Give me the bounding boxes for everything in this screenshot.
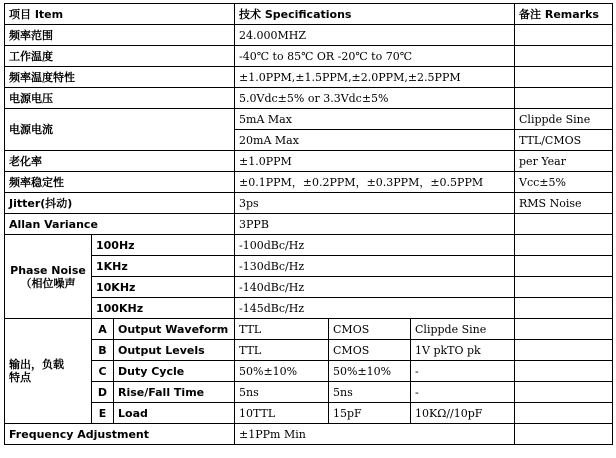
row-value-allan-variance: 3PPB [235,214,515,235]
output-load-label-line1: 输出，负载 [9,358,64,371]
table-row [5,256,613,277]
row-remark-empty [515,277,613,298]
header-item: 项目 Item [5,4,235,25]
output-code: B [92,340,114,361]
phase-noise-value: -100dBc/Hz [235,235,515,256]
output-cmos-value: 15pF [329,403,411,424]
output-param-name: Load [114,403,235,424]
output-code: A [92,319,114,340]
output-cmos-value: CMOS [329,319,411,340]
table-row [5,214,613,235]
phase-noise-offset: 1KHz [92,256,235,277]
output-cmos-value: 50%±10% [329,361,411,382]
output-sine-value: - [411,361,515,382]
output-ttl-value: TTL [235,340,329,361]
table-row [5,235,613,256]
output-sine-value: 1V pkTO pk [411,340,515,361]
row-remark-empty [515,319,613,340]
row-label-output-load [5,319,92,424]
output-param-name: Rise/Fall Time [114,382,235,403]
header-specifications: 技术 Specifications [235,4,515,25]
table-row [5,88,613,109]
table-row [5,193,613,214]
phase-noise-offset: 100Hz [92,235,235,256]
phase-noise-value: -140dBc/Hz [235,277,515,298]
row-value-supply-current-1: 5mA Max [235,109,515,130]
row-value-frequency-range: 24.000MHZ [235,25,515,46]
row-value-freq-adjustment: ±1PPm Min [235,424,515,445]
phase-noise-offset: 10KHz [92,277,235,298]
spec-table-wrapper [4,3,613,445]
row-label-frequency-range: 频率范围 [5,25,235,46]
output-cmos-value: 5ns [329,382,411,403]
row-value-aging: ±1.0PPM [235,151,515,172]
output-ttl-value: 10TTL [235,403,329,424]
table-row [5,340,613,361]
row-label-phase-noise [5,235,92,319]
output-code: E [92,403,114,424]
phase-noise-label-line1: Phase Noise [10,263,86,277]
table-row [5,403,613,424]
row-value-supply-voltage: 5.0Vdc±5% or 3.3Vdc±5% [235,88,515,109]
row-remark-empty [515,25,613,46]
table-row [5,46,613,67]
table-header-row [5,4,613,25]
row-label-aging: 老化率 [5,151,235,172]
row-value-supply-current-2: 20mA Max [235,130,515,151]
output-code: D [92,382,114,403]
table-row [5,298,613,319]
row-label-supply-voltage: 电源电压 [5,88,235,109]
row-remark-empty [515,424,613,445]
row-remark-jitter: RMS Noise [515,193,613,214]
output-sine-value: Clippde Sine [411,319,515,340]
row-label-supply-current: 电源电流 [5,109,235,151]
row-label-freq-temp-char: 频率温度特性 [5,67,235,88]
table-row [5,67,613,88]
output-ttl-value: 5ns [235,382,329,403]
row-remark-freq-stability: Vcc±5% [515,172,613,193]
table-row [5,382,613,403]
row-label-operating-temp: 工作温度 [5,46,235,67]
output-sine-value: - [411,382,515,403]
row-remark-supply-current-1: Clippde Sine [515,109,613,130]
row-remark-empty [515,361,613,382]
table-row [5,172,613,193]
output-ttl-value: TTL [235,319,329,340]
row-remark-empty [515,256,613,277]
output-ttl-value: 50%±10% [235,361,329,382]
table-row [5,361,613,382]
output-code: C [92,361,114,382]
table-row [5,319,613,340]
output-param-name: Output Waveform [114,319,235,340]
output-cmos-value: CMOS [329,340,411,361]
table-row [5,109,613,130]
row-remark-empty [515,382,613,403]
row-label-freq-stability: 频率稳定性 [5,172,235,193]
row-remark-empty [515,298,613,319]
row-remark-empty [515,88,613,109]
row-remark-supply-current-2: TTL/CMOS [515,130,613,151]
row-remark-aging: per Year [515,151,613,172]
phase-noise-value: -130dBc/Hz [235,256,515,277]
specification-table [4,3,613,445]
row-label-freq-adjustment: Frequency Adjustment [5,424,235,445]
output-sine-value: 10KΩ//10pF [411,403,515,424]
phase-noise-label-line2: （相位噪声 [20,276,76,290]
row-remark-empty [515,67,613,88]
row-remark-empty [515,214,613,235]
row-value-freq-stability: ±0.1PPM，±0.2PPM，±0.3PPM，±0.5PPM [235,172,515,193]
row-remark-empty [515,235,613,256]
phase-noise-value: -145dBc/Hz [235,298,515,319]
row-label-allan-variance: Allan Variance [5,214,235,235]
row-remark-empty [515,46,613,67]
output-param-name: Output Levels [114,340,235,361]
row-label-jitter: Jitter(抖动) [5,193,235,214]
row-value-operating-temp: -40℃ to 85℃ OR -20℃ to 70℃ [235,46,515,67]
row-value-jitter: 3ps [235,193,515,214]
table-row [5,424,613,445]
output-param-name: Duty Cycle [114,361,235,382]
phase-noise-offset: 100KHz [92,298,235,319]
output-load-label-line2: 特点 [9,371,31,384]
table-row [5,277,613,298]
header-remarks: 备注 Remarks [515,4,613,25]
table-row [5,151,613,172]
row-remark-empty [515,340,613,361]
table-row [5,25,613,46]
row-value-freq-temp-char: ±1.0PPM,±1.5PPM,±2.0PPM,±2.5PPM [235,67,515,88]
row-remark-empty [515,403,613,424]
